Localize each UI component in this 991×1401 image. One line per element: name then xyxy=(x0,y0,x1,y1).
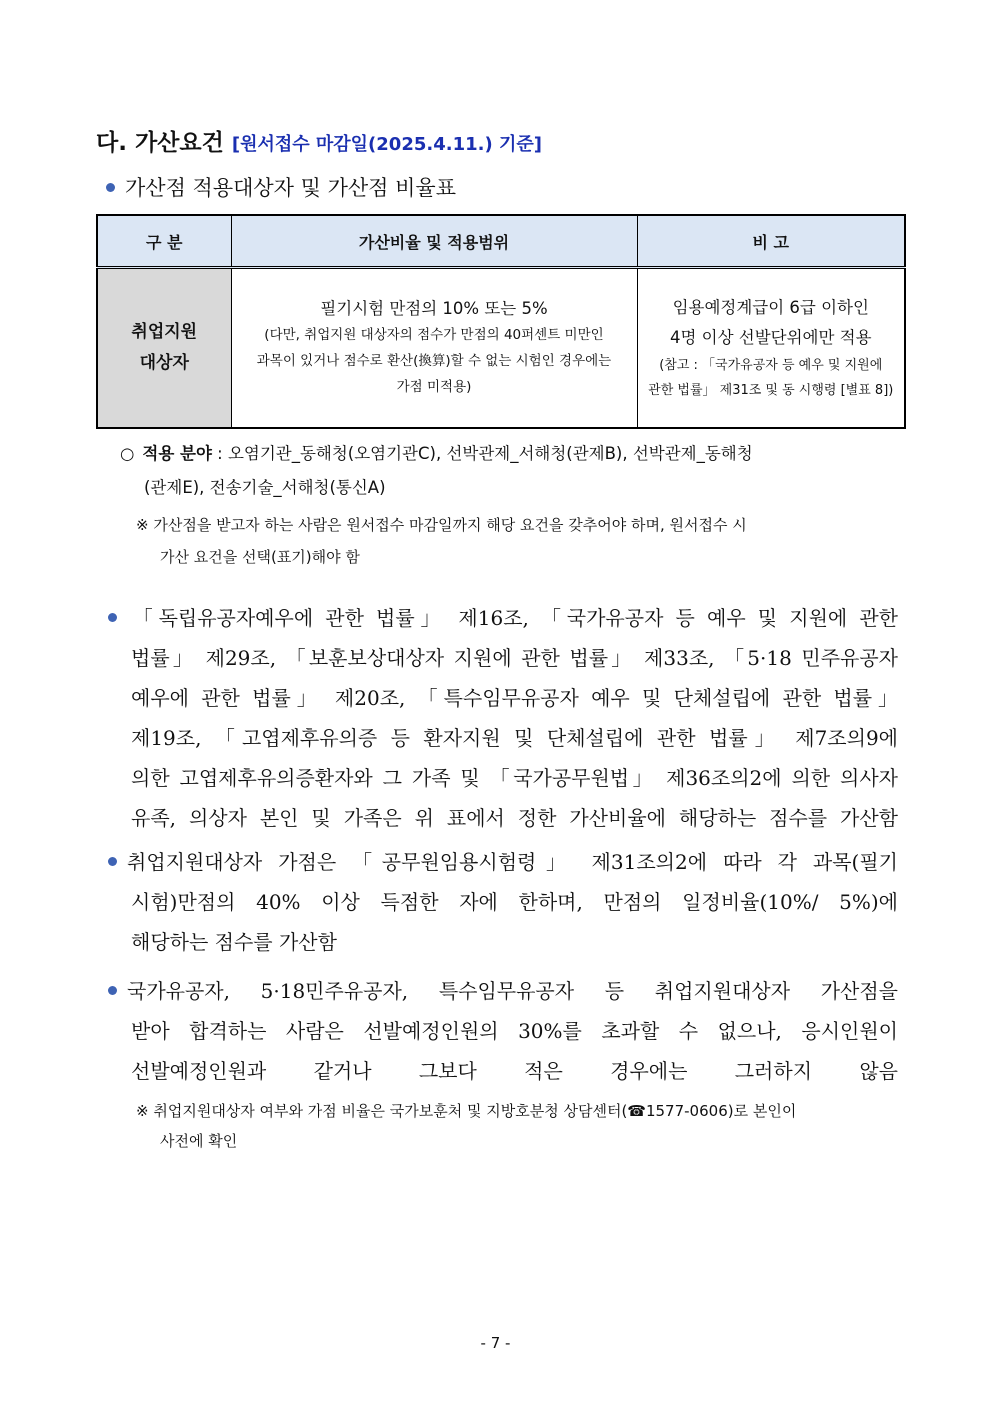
remark-sub-line-2: 관한 법률」 제31조 및 동 시행령 [별표 8]) xyxy=(648,383,894,398)
paragraph-eligible-laws xyxy=(108,598,898,838)
paragraph1-line-2: 법률」 제29조, 「보훈보상대상자 지원에 관한 법률」 제33조, 「5·18 민주유공자 xyxy=(131,646,898,670)
page-number: - 7 - xyxy=(480,1334,511,1352)
paragraph3-line-3: 선발예정인원과 같거나 그보다 적은 경우에는 그러하지 않음 xyxy=(131,1059,898,1083)
paragraph2-line-2: 시험)만점의 40% 이상 득점한 자에 한하며, 만점의 일정비율(10%/ 5%)에 xyxy=(131,890,898,914)
paragraph3-line-2: 받아 합격하는 사람은 선발예정인원의 30%를 초과할 수 없으나, 응시인원이 xyxy=(131,1019,898,1043)
rate-main-text: 필기시험 만점의 10% 또는 5% xyxy=(320,299,548,318)
bullet-dot-icon xyxy=(108,613,117,622)
apply-field xyxy=(120,437,900,505)
paragraph3-text-1: 국가유공자, 5·18민주유공자, 특수임무유공자 등 취업지원대상자 가산점을 xyxy=(127,979,898,1003)
table-subheading xyxy=(106,172,456,202)
table-row xyxy=(97,268,905,429)
paragraph1-line-3: 예우에 관한 법률」 제20조, 「특수임무유공자 예우 및 단체설립에 관한 법률」 xyxy=(131,686,898,710)
paragraph1-line-5: 의한 고엽제후유의증환자와 그 가족 및 「국가공무원법」 제36조의2에 의한 의사자 xyxy=(131,766,898,790)
subheading-text: 가산점 적용대상자 및 가산점 비율표 xyxy=(125,176,456,200)
category-line-1: 취업지원 xyxy=(131,322,198,342)
note-confirmation xyxy=(136,1096,902,1156)
paragraph-score-condition xyxy=(108,842,898,962)
bullet-dot-icon xyxy=(108,986,117,995)
apply-field-line-1: : 오염기관_동해청(오염기관C), 선박관제_서해청(관제B), 선박관제_동해청 xyxy=(217,444,753,463)
section-title-text: 다. 가산요건 xyxy=(96,130,224,156)
note1-line-2: 가산 요건을 선택(표기)해야 함 xyxy=(160,548,360,566)
note-bonus-requirement xyxy=(136,509,902,573)
note2-line-1: 취업지원대상자 여부와 가점 비율은 국가보훈처 및 지방호분청 상담센터(☎1577-0606)로 본인이 xyxy=(153,1102,797,1120)
paragraph3-line-1 xyxy=(108,971,898,1011)
rate-sub-line-1: (다만, 취업지원 대상자의 점수가 만점의 40퍼센트 미만인 xyxy=(264,327,604,343)
category-line-2: 대상자 xyxy=(139,353,189,373)
bonus-rate-table xyxy=(96,214,906,429)
note2-line-2: 사전에 확인 xyxy=(160,1132,238,1150)
paragraph1-line-1 xyxy=(108,598,898,638)
reference-mark-icon: ※ xyxy=(136,1102,149,1120)
paragraph2-line-1 xyxy=(108,842,898,882)
rate-sub-line-3: 가점 미적용) xyxy=(396,379,472,395)
paragraph-quota-limit xyxy=(108,971,898,1091)
header-rate-scope: 가산비율 및 적용범위 xyxy=(231,215,637,268)
paragraph1-line-4: 제19조, 「고엽제후유의증 등 환자지원 및 단체설립에 관한 법률」 제7조의9에 xyxy=(131,726,898,750)
section-title xyxy=(96,124,542,157)
apply-field-label: 적용 분야 xyxy=(142,444,212,463)
header-category: 구 분 xyxy=(97,215,231,268)
rate-scope-cell xyxy=(231,268,637,429)
remark-line-2: 4명 이상 선발단위에만 적용 xyxy=(669,328,872,347)
note1-line-1: 가산점을 받고자 하는 사람은 원서접수 마감일까지 해당 요건을 갖추어야 하며, 원서접수 시 xyxy=(153,516,747,534)
bullet-dot-icon xyxy=(108,857,117,866)
remark-line-1: 임용예정계급이 6급 이하인 xyxy=(672,298,869,317)
paragraph1-line-6: 유족, 의상자 본인 및 가족은 위 표에서 정한 가산비율에 해당하는 점수를 가산함 xyxy=(131,806,898,830)
reference-mark-icon: ※ xyxy=(136,516,149,534)
rate-sub-line-2: 과목이 있거나 점수로 환산(換算)할 수 없는 시험인 경우에는 xyxy=(256,353,612,369)
table-header-row xyxy=(97,215,905,268)
header-remarks: 비 고 xyxy=(637,215,905,268)
paragraph2-line-3: 해당하는 점수를 가산함 xyxy=(131,930,337,954)
remarks-cell xyxy=(637,268,905,429)
remark-sub-line-1: (참고 : 「국가유공자 등 예우 및 지원에 xyxy=(659,358,883,373)
category-cell xyxy=(97,268,231,429)
paragraph2-text-1: 취업지원대상자 가점은 「공무원임용시험령」 제31조의2에 따라 각 과목(필기 xyxy=(127,850,898,874)
bullet-dot-icon xyxy=(106,183,115,192)
apply-field-line-2: (관제E), 전송기술_서해청(통신A) xyxy=(144,478,386,497)
circle-marker-icon: ○ xyxy=(120,444,135,463)
paragraph1-text-1: 「독립유공자예우에 관한 법률」 제16조, 「국가유공자 등 예우 및 지원에 관한 xyxy=(127,606,898,630)
section-reference-date: [원서접수 마감일(2025.4.11.) 기준] xyxy=(231,134,542,155)
